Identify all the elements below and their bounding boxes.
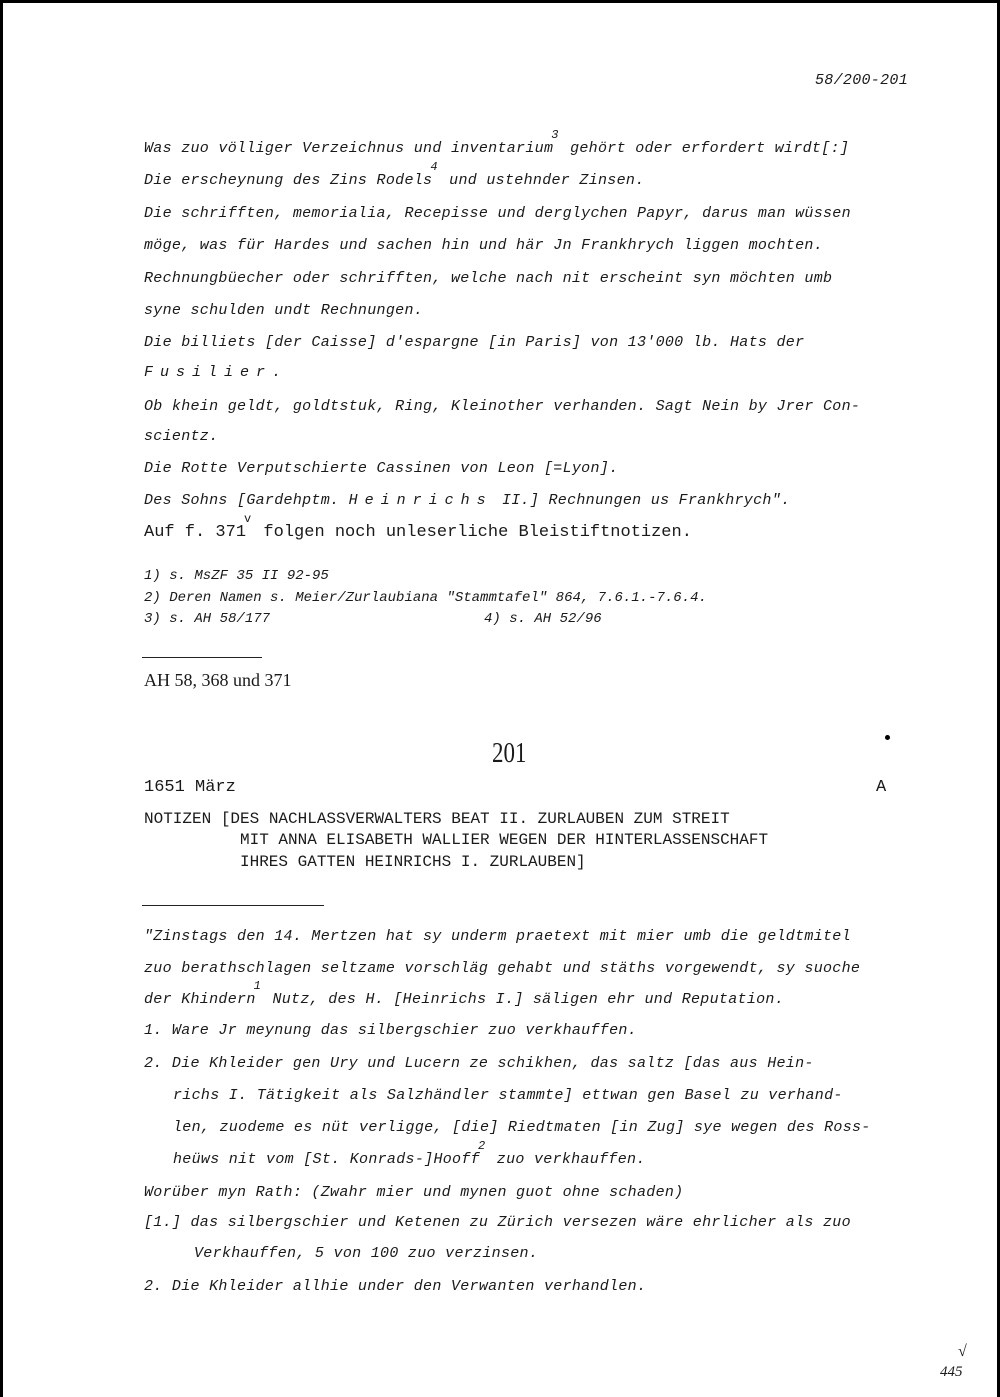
dot-mark [885, 735, 890, 740]
text-line: Worüber myn Rath: (Zwahr mier und mynen guot ohne schaden) [144, 1184, 684, 1201]
divider [142, 905, 324, 906]
handwritten-number: 445 [940, 1364, 963, 1380]
divider [142, 657, 262, 658]
page-reference: 58/200-201 [815, 72, 909, 89]
text-line: der Khindern$^1$ Nutz, des H. [Heinrichs I.] säligen ehr und Reputation. [144, 979, 785, 1008]
text-line: Fusilier. [144, 364, 289, 381]
entry-letter: A [876, 778, 887, 797]
text-line: Rechnungbüecher oder schrifften, welche nach nit erscheint syn möchten umb [144, 270, 833, 287]
source-reference: AH 58, 368 und 371 [144, 670, 292, 690]
text-line: möge, was für Hardes und sachen hin und här Jn Frankhrych liggen mochten. [144, 237, 824, 254]
scan-border-left [0, 0, 3, 1397]
footnote: 2) Deren Namen s. Meier/Zurlaubiana "Stammtafel" 864, 7.6.1.-7.6.4. [144, 590, 707, 606]
text-line: Ob khein geldt, goldtstuk, Ring, Kleinother verhanden. Sagt Nein by Jrer Con- [144, 398, 861, 415]
text-line: Auf f. 371$^v$ folgen noch unleserliche Bleistiftnotizen. [144, 512, 692, 542]
text-line: heüws nit vom [St. Konrads-]Hooff$^2$ zuo verkhauffen. [173, 1139, 646, 1168]
text-line: richs I. Tätigkeit als Salzhändler stammte] ettwan gen Basel zu verhand- [173, 1087, 843, 1104]
entry-title: IHRES GATTEN HEINRICHS I. ZURLAUBEN] [240, 853, 586, 871]
footnote: 1) s. MsZF 35 II 92-95 [144, 568, 329, 584]
text-line: "Zinstags den 14. Mertzen hat sy underm praetext mit mier umb die geldtmitel [144, 928, 851, 945]
list-item: 2. Die Khleider gen Ury und Lucern ze schikhen, das saltz [das aus Hein- [144, 1055, 814, 1072]
text-line: Des Sohns [Gardehptm. Heinrichs II.] Rechnungen us Frankhrych". [144, 492, 791, 509]
list-item: 1. Ware Jr meynung das silbergschier zuo verkhauffen. [144, 1022, 637, 1039]
entry-title: MIT ANNA ELISABETH WALLIER WEGEN DER HINTERLASSENSCHAFT [240, 831, 769, 849]
text-line: zuo berathschlagen seltzame vorschläg gehabt und stäths vorgewendt, sy suoche [144, 960, 861, 977]
text-line: Die schrifften, memorialia, Recepisse und derglychen Papyr, darus man wüssen [144, 205, 851, 222]
text-line: syne schulden undt Rechnungen. [144, 302, 424, 319]
scan-border-top [0, 0, 1000, 3]
entry-number: 201 [492, 738, 527, 769]
handwritten-check: √ [958, 1343, 967, 1360]
entry-date: 1651 März [144, 778, 236, 797]
text-line: Was zuo völliger Verzeichnus und inventarium$^3$ gehört oder erfordert wirdt[:] [144, 128, 850, 157]
footnote: 3) s. AH 58/177 [144, 611, 271, 627]
footnote: 4) s. AH 52/96 [484, 611, 602, 627]
text-line: Verkhauffen, 5 von 100 zuo verzinsen. [194, 1245, 539, 1262]
text-line: Die Rotte Verputschierte Cassinen von Leon [=Lyon]. [144, 460, 619, 477]
list-item: 2. Die Khleider allhie under den Verwanten verhandlen. [144, 1278, 647, 1295]
text-line: len, zuodeme es nüt verligge, [die] Riedtmaten [in Zug] sye wegen des Ross- [173, 1119, 871, 1136]
text-line: Die billiets [der Caisse] d'espargne [in Paris] von 13'000 lb. Hats der [144, 334, 805, 351]
entry-title: NOTIZEN [DES NACHLASSVERWALTERS BEAT II. ZURLAUBEN ZUM STREIT [144, 810, 730, 828]
text-line: scientz. [144, 428, 219, 445]
list-item: [1.] das silbergschier und Ketenen zu Zürich versezen wäre ehrlicher als zuo [144, 1214, 851, 1231]
text-line: Die erscheynung des Zins Rodels$^4$ und ustehnder Zinsen. [144, 160, 645, 189]
